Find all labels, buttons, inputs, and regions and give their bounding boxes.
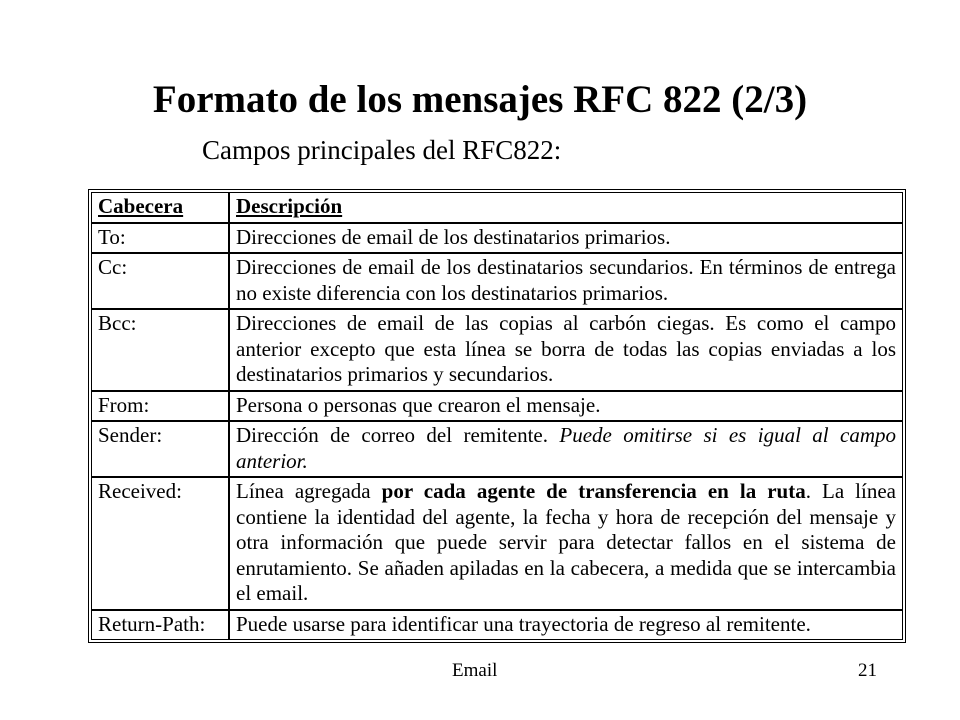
table-row [91, 610, 903, 641]
description-text: Dirección de correo del remitente. [236, 423, 548, 447]
table-row [91, 253, 903, 309]
table-header-row [91, 192, 903, 223]
field-name: Cc: [91, 253, 229, 309]
field-description: Direcciones de email de los destinatarios secundarios. En términos de entrega no existe diferencia con los destinatarios primarios. [229, 253, 903, 309]
table-row [91, 421, 903, 477]
field-name: Sender: [91, 421, 229, 477]
slide-title: Formato de los mensajes RFC 822 (2/3) [152, 78, 808, 121]
column-header-descripcion: Descripción [236, 194, 343, 218]
field-name: To: [91, 223, 229, 254]
table-row [91, 391, 903, 422]
description-text-continued: . La línea contiene la identidad del agente, la fecha y hora de recepción del mensaje y otra información que puede servir para detectar fallos en el sistema de enrutamiento. Se añaden apiladas en la cabecera, a medida que se intercambia el email. [236, 479, 896, 605]
field-name: Received: [91, 477, 229, 610]
field-description: Persona o personas que crearon el mensaje. [229, 391, 903, 422]
table-row [91, 309, 903, 391]
field-description [229, 421, 903, 477]
page-number: 21 [858, 660, 877, 681]
field-description: Direcciones de email de las copias al carbón ciegas. Es como el campo anterior excepto que esta línea se borra de todas las copias enviadas a los destinatarios primarios y secundarios. [229, 309, 903, 391]
description-italic-note: Puede omitirse si es igual al campo anterior. [236, 423, 897, 473]
header-fields-table [88, 189, 906, 643]
column-header-cabecera: Cabecera [98, 194, 184, 218]
slide-subtitle: Campos principales del RFC822: [202, 135, 562, 165]
field-name: Return-Path: [91, 610, 229, 641]
field-description: Direcciones de email de los destinatarios primarios. [229, 223, 903, 254]
field-description [229, 477, 903, 610]
field-description: Puede usarse para identificar una trayectoria de regreso al remitente. [229, 610, 903, 641]
description-text: Línea agregada [236, 479, 371, 503]
footer-label: Email [452, 660, 498, 681]
description-bold-text: por cada agente de transferencia en la ruta [381, 479, 806, 503]
table-row [91, 477, 903, 610]
field-name: From: [91, 391, 229, 422]
table-row [91, 223, 903, 254]
field-name: Bcc: [91, 309, 229, 391]
